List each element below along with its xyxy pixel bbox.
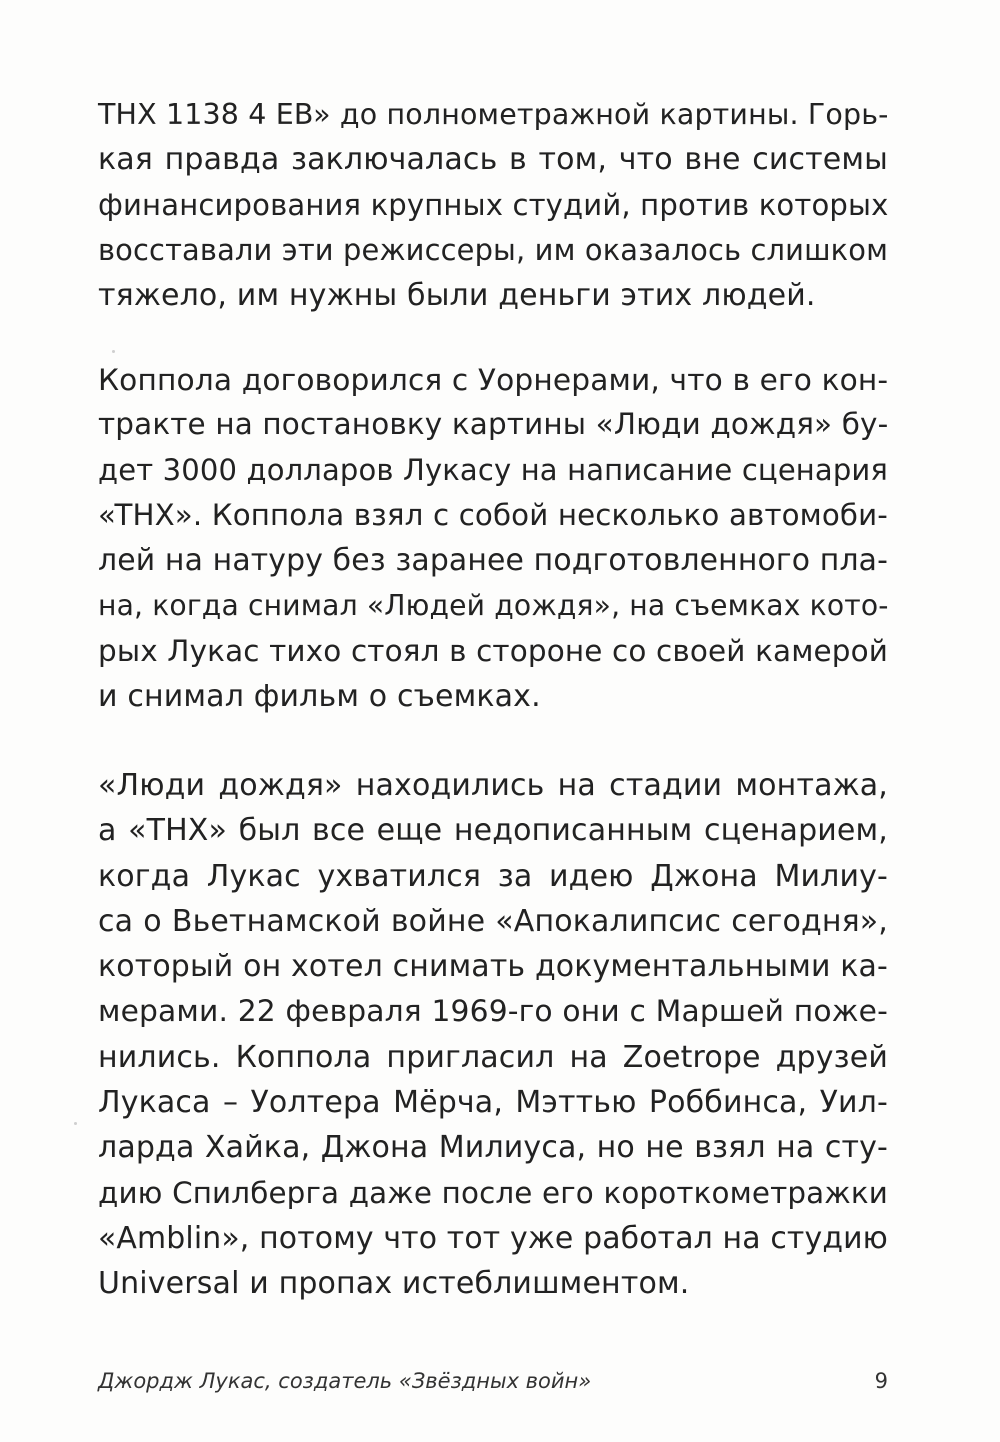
- page-number: 9: [874, 1369, 888, 1393]
- text-line: Лукаса – Уолтера Мёрча, Мэттью Роббинса, Уил-: [98, 1085, 888, 1121]
- text-line: тракте на постановку картины «Люди дождя» бу-: [98, 407, 889, 442]
- text-line: «Люди дождя» находились на стадии монтажа,: [98, 768, 888, 803]
- paragraph-text: [98, 357, 888, 719]
- text-line: «THX». Коппола взял с собой несколько автомоби-: [98, 497, 888, 532]
- text-line: дию Спилберга даже после его короткометражки: [98, 1175, 888, 1210]
- paragraph-text: [98, 763, 888, 1307]
- text-line: са о Вьетнамской войне «Апокалипсис сегодня»,: [98, 903, 888, 939]
- text-line: рых Лукас тихо стоял в стороне со своей камерой: [98, 633, 889, 668]
- text-line: который он хотел снимать документальными ка-: [98, 949, 888, 985]
- text-line: восставали эти режиссеры, им оказалось слишком: [98, 232, 889, 267]
- text-line: лей на натуру без заранее подготовленного пла-: [98, 543, 889, 579]
- text-line: ларда Хайка, Джона Милиуса, но не взял на сту-: [98, 1130, 888, 1166]
- text-line: кая правда заключалась в том, что вне системы: [98, 142, 888, 178]
- paragraph-text: [98, 92, 888, 318]
- paragraph-1: [98, 92, 888, 318]
- text-line: «Amblin», потому что тот уже работал на студию: [98, 1220, 888, 1256]
- text-line: нились. Коппола пригласил на Zoetrope друзей: [98, 1039, 888, 1075]
- scan-speck: [112, 350, 115, 353]
- text-line: Universal и пропах истеблишментом.: [98, 1266, 690, 1302]
- page-footer: [98, 1366, 888, 1396]
- running-title: Джордж Лукас, создатель «Звёздных войн»: [98, 1369, 592, 1393]
- text-line: мерами. 22 февраля 1969-го они с Маршей поже-: [98, 994, 888, 1030]
- paragraph-2: [98, 357, 888, 719]
- text-line: а «THX» был все еще недописанным сценарием,: [98, 813, 888, 849]
- text-line: дет 3000 долларов Лукасу на написание сценария: [98, 452, 888, 487]
- scan-speck: [74, 1122, 77, 1125]
- text-line: когда Лукас ухватился за идею Джона Милиу-: [98, 858, 888, 894]
- text-line: Коппола договорился с Уорнерами, что в его кон-: [98, 362, 889, 397]
- text-line: на, когда снимал «Людей дождя», на съемках кото-: [98, 589, 889, 623]
- text-line: и снимал фильм о съемках.: [98, 679, 541, 715]
- text-line: THX 1138 4 EB» до полнометражной картины. Горь-: [98, 98, 889, 131]
- text-line: финансирования крупных студий, против которых: [98, 187, 889, 222]
- paragraph-3: [98, 763, 888, 1307]
- text-line: тяжело, им нужны были деньги этих людей.: [98, 278, 816, 314]
